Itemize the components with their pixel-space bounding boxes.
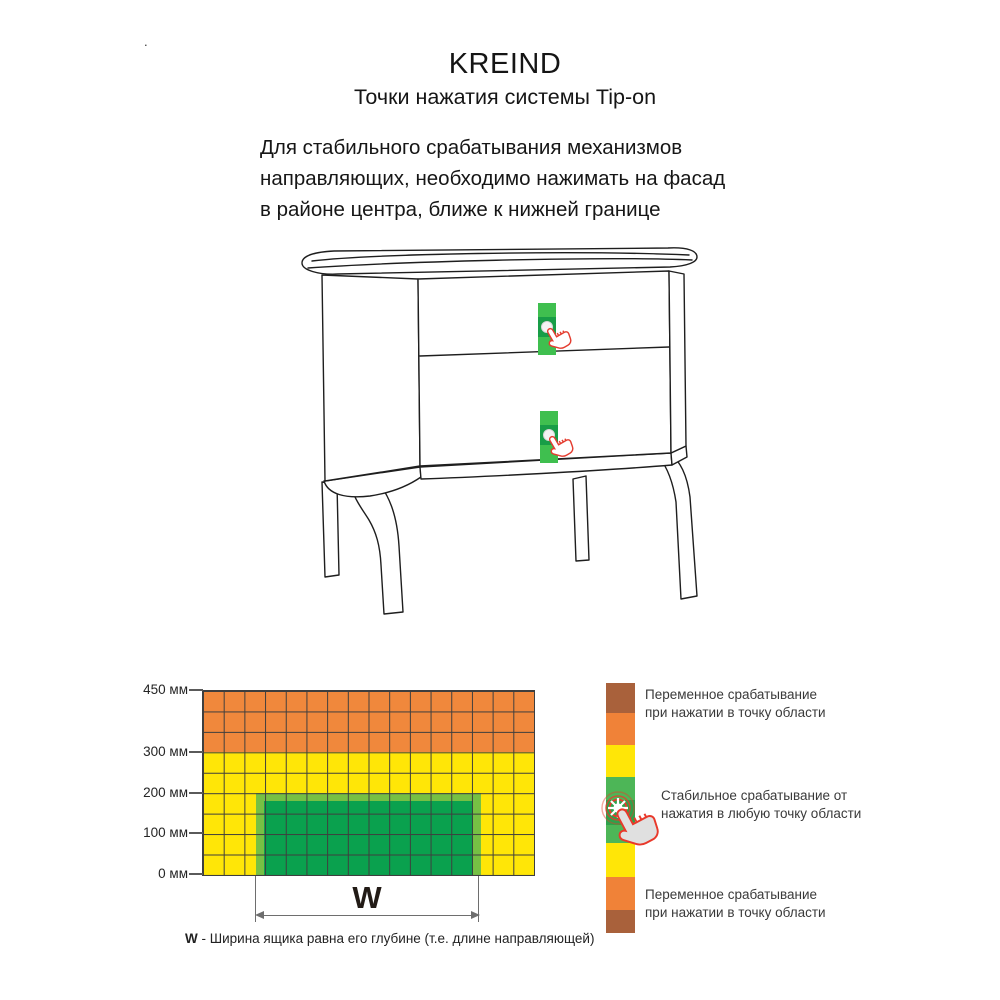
- strip-segment: [606, 683, 635, 713]
- page-subtitle: Точки нажатия системы Tip-on: [353, 85, 657, 109]
- right-edge: [669, 271, 686, 453]
- tick-100mm: 100 мм: [143, 825, 188, 840]
- side-panel: [322, 275, 420, 481]
- legend-item-variable-bottom: Переменное срабатывание при нажатии в точку области: [645, 887, 826, 920]
- front-left-leg: [350, 477, 403, 614]
- brand-title: KREIND: [448, 48, 562, 80]
- table-top: [302, 248, 697, 274]
- zone-stable-core: [264, 801, 473, 875]
- description-line: в районе центра, ближе к нижней границе: [260, 198, 661, 221]
- tick-450mm: 450 мм: [143, 682, 188, 697]
- description-paragraph: [260, 132, 780, 225]
- pressure-zone-grid: [202, 690, 535, 876]
- tick-200mm: 200 мм: [143, 785, 188, 800]
- front-right-leg: [659, 454, 697, 599]
- back-left-leg: [322, 482, 339, 577]
- back-right-leg: [573, 476, 589, 561]
- tick-300mm: 300 мм: [143, 744, 188, 759]
- width-label: W: [352, 880, 382, 915]
- stray-mark: .: [144, 34, 148, 49]
- tick-0mm: 0 мм: [158, 866, 188, 881]
- strip-segment: [606, 713, 635, 745]
- strip-segment: [606, 910, 635, 933]
- legend-item-stable: Стабильное срабатывание от нажатия в любую точку области: [661, 788, 862, 821]
- strip-segment: [606, 877, 635, 910]
- legend-item-variable-top: Переменное срабатывание при нажатии в точку области: [645, 687, 826, 720]
- zone-variable: [203, 691, 534, 752]
- description-line: направляющих, необходимо нажимать на фасад: [260, 167, 726, 190]
- description-line: Для стабильного срабатывания механизмов: [260, 136, 683, 159]
- diagram-caption: W - Ширина ящика равна его глубине (т.е. длине направляющей): [185, 931, 595, 946]
- nightstand-drawing: [240, 243, 710, 638]
- strip-segment: [606, 745, 635, 777]
